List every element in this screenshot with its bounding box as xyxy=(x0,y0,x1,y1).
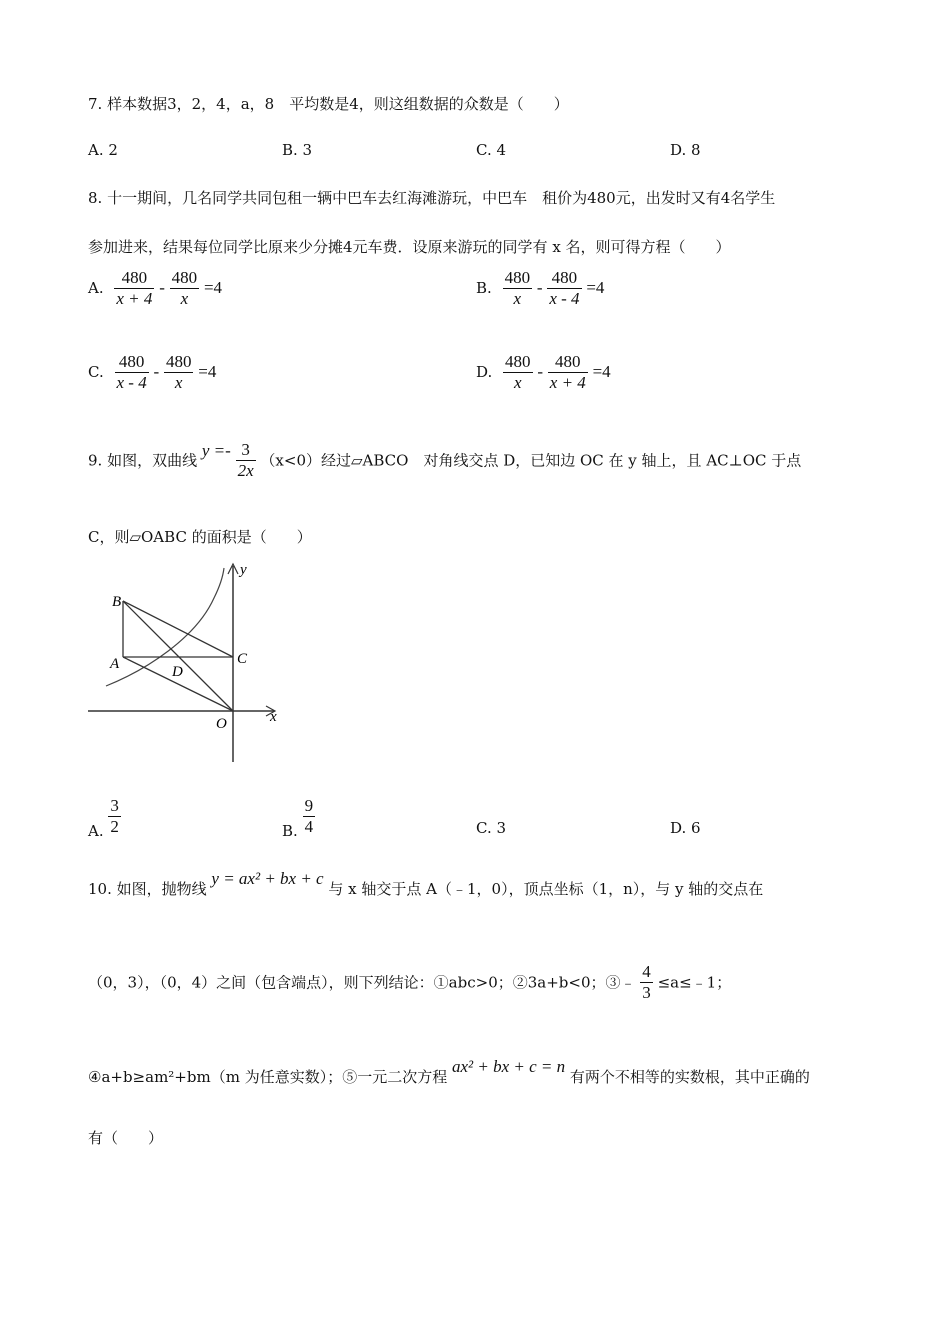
q8-option-b[interactable]: B. $\frac{480}{x}$ - $\frac{480}{x - 4}$ =4 xyxy=(476,268,605,308)
q9-figure xyxy=(86,558,286,766)
q7-option-c[interactable]: C. 4 xyxy=(476,141,507,159)
q8-option-a[interactable]: A. $\frac{480}{x + 4}$ - $\frac{480}{x}$ =4 xyxy=(88,268,223,308)
diagonal-bo xyxy=(123,601,233,711)
q10-line4: 有（ ） xyxy=(88,1129,164,1147)
side-bc xyxy=(123,601,233,657)
label-d: D xyxy=(172,664,183,680)
q10-stem: 10. 如图，抛物线 y = ax² + bx + c 与 x 轴交于点 A（﹣1，0），顶点坐标（1，n），与 y 轴的交点在 xyxy=(88,869,764,898)
label-o: O xyxy=(216,716,227,732)
q8-option-d[interactable]: D. $\frac{480}{x}$ - $\frac{480}{x + 4}$ =4 xyxy=(476,352,611,392)
q9-stem-line2: C，则▱OABC 的面积是（ ） xyxy=(88,528,312,546)
q7-option-d[interactable]: D. 8 xyxy=(670,141,701,159)
q9-option-a[interactable]: A. $\frac{3}{2}$ xyxy=(88,795,119,840)
q10-line3: ④a+b≥am²+bm（m 为任意实数）；⑤一元二次方程 ax² + bx + c = n 有两个不相等的实数根，其中正确的 xyxy=(88,1057,810,1086)
q8-stem-line1: 8. 十一期间，几名同学共同包租一辆中巴车去红海滩游玩，中巴车 租价为480元，出发时又有4名学生 xyxy=(88,189,776,207)
q7-option-a[interactable]: A. 2 xyxy=(88,141,118,159)
q8-option-c[interactable]: C. $\frac{480}{x - 4}$ - $\frac{480}{x}$ =4 xyxy=(88,352,217,392)
q8-stem-line2: 参加进来，结果每位同学比原来少分摊4元车费．设原来游玩的同学有 x 名，则可得方程（ ） xyxy=(88,238,731,256)
label-y: y xyxy=(240,562,247,578)
label-x: x xyxy=(270,709,277,725)
q9-option-d[interactable]: D. 6 xyxy=(670,819,701,837)
q9-stem: 9. 如图，双曲线 y =- $\frac{3}{2x}$ （x<0）经过▱ABCO 对角线交点 D，已知边 OC 在 y 轴上，且 AC⊥OC 于点 xyxy=(88,440,802,480)
q10-line2: （0，3），（0，4）之间（包含端点），则下列结论：①abc>0；②3a+b<0；③﹣ $\frac{4}{3}$ ≤a≤﹣1； xyxy=(88,962,732,1002)
q9-option-b[interactable]: B. $\frac{9}{4}$ xyxy=(282,795,314,840)
q7-option-b[interactable]: B. 3 xyxy=(282,141,313,159)
q7-stem: 7. 样本数据3，2，4，a，8 平均数是4，则这组数据的众数是（ ） xyxy=(88,95,569,113)
label-c: C xyxy=(237,651,248,667)
label-b: B xyxy=(112,594,122,610)
hyperbola-curve xyxy=(106,568,224,686)
label-a: A xyxy=(110,656,120,672)
q9-option-c[interactable]: C. 3 xyxy=(476,819,507,837)
